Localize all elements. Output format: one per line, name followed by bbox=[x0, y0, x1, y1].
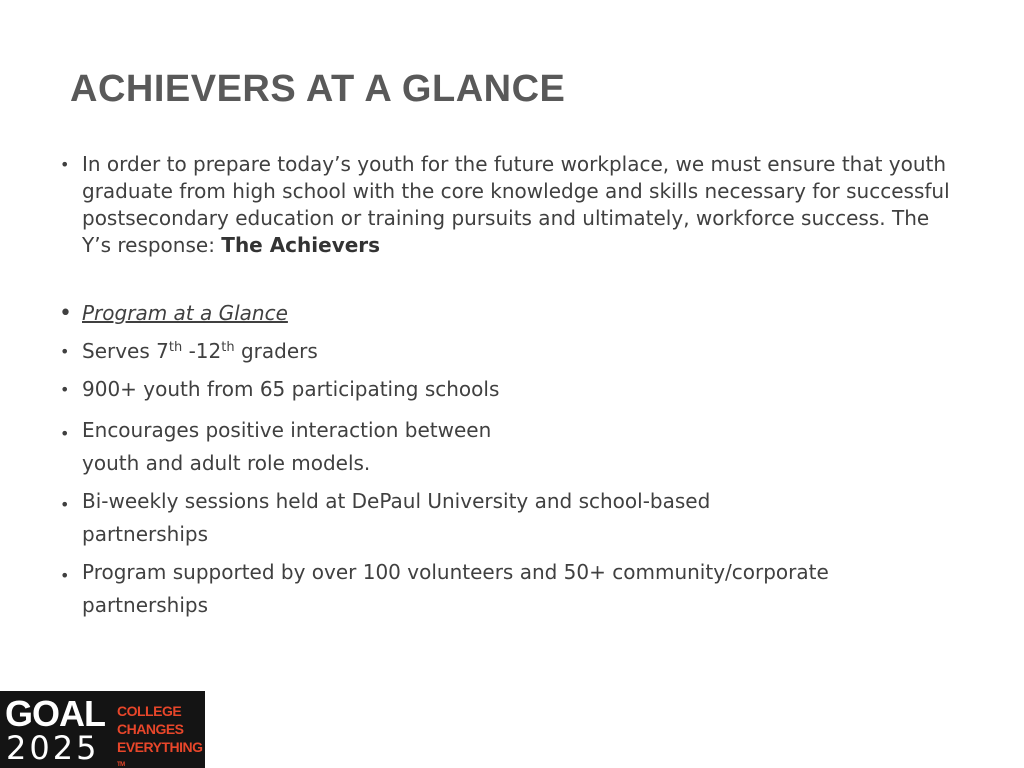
logo-trademark: TM bbox=[117, 762, 125, 768]
intro-text: In order to prepare today’s youth for the future workplace, we must ensure that youth graduate from high school with the core knowledge and skills necessary for successful postsecondary education or training pursuits and ultimately, workforce success. The Y’s response: bbox=[82, 152, 950, 257]
sessions-bullet: • Bi-weekly sessions held at DePaul University and school-based partnerships bbox=[82, 485, 812, 551]
serves-sup-end: th bbox=[221, 340, 235, 355]
serves-prefix: Serves 7 bbox=[82, 339, 169, 363]
intro-emphasis: The Achievers bbox=[221, 233, 381, 257]
youth-bullet: • 900+ youth from 65 participating schools bbox=[82, 376, 499, 403]
logo-tagline-word: EVERYTHING bbox=[117, 739, 203, 755]
logo-goal-text: GOAL bbox=[5, 693, 105, 734]
serves-bullet bbox=[82, 338, 318, 365]
slide-title: ACHIEVERS AT A GLANCE bbox=[70, 68, 566, 110]
serves-sup-start: th bbox=[168, 340, 183, 355]
logo-year-text: 2025 bbox=[6, 729, 100, 767]
interaction-bullet: • Encourages positive interaction between youth and adult role models. bbox=[82, 414, 522, 480]
serves-suffix: graders bbox=[234, 339, 318, 363]
goal-2025-logo bbox=[0, 691, 205, 768]
serves-middle: -12 bbox=[182, 339, 222, 363]
logo-tagline-line: CHANGES bbox=[117, 721, 184, 737]
program-heading: Program at a Glance bbox=[82, 301, 288, 325]
intro-bullet bbox=[82, 151, 962, 259]
logo-tagline-line bbox=[117, 738, 203, 768]
supported-bullet: • Program supported by over 100 volunteers and 50+ community/corporate partnerships bbox=[82, 556, 952, 622]
logo-tagline bbox=[117, 702, 203, 768]
logo-tagline-line: COLLEGE bbox=[117, 703, 182, 719]
program-heading-bullet bbox=[82, 300, 288, 327]
